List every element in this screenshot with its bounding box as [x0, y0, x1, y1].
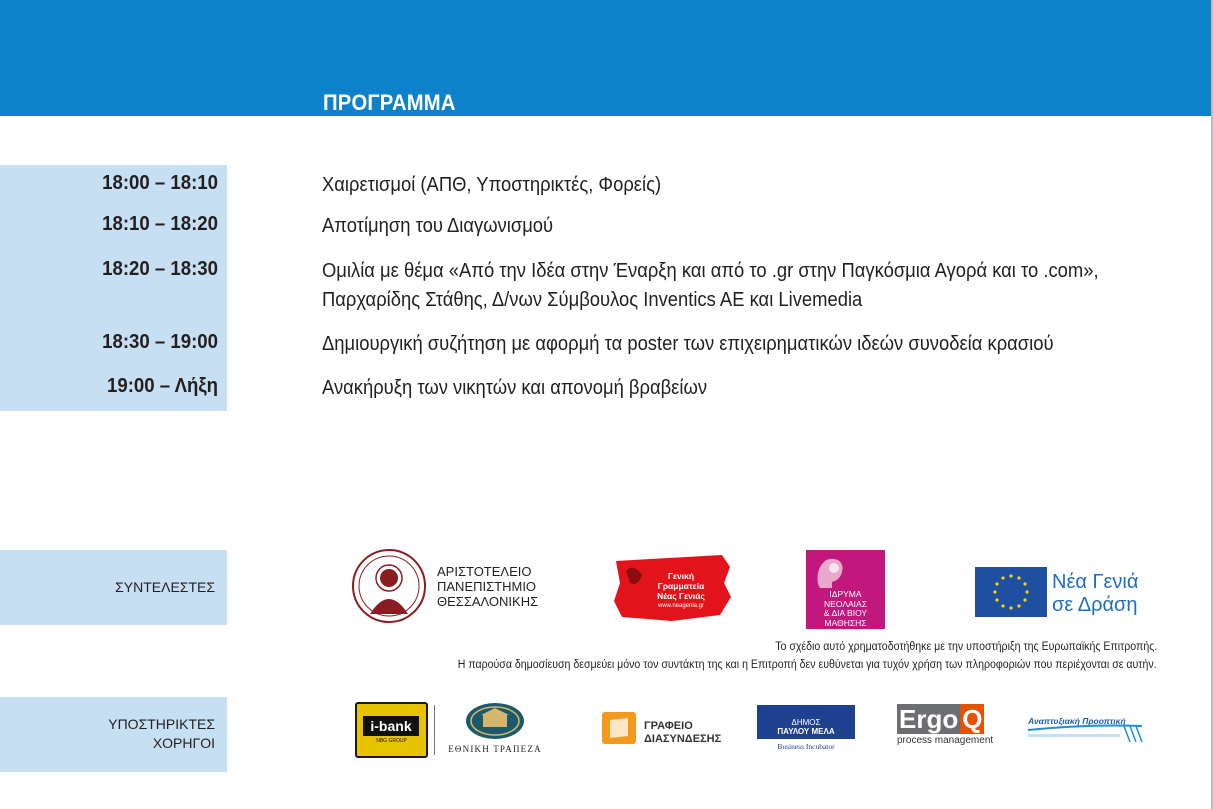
page-title: ΠΡΟΓΡΑΜΜΑ	[323, 90, 456, 115]
ergoq-logo	[897, 705, 1007, 749]
pavlos-melas-logo	[757, 705, 855, 753]
schedule-time: 18:10 – 18:20	[102, 213, 218, 235]
nbg-name: ΕΘΝΙΚΗ ΤΡΑΠΕΖΑ	[448, 744, 542, 754]
nbg-emblem-icon	[465, 702, 525, 740]
gsny-url: www.neagenia.gr	[657, 603, 705, 609]
gsny-line2: Γραμματεία	[657, 581, 705, 591]
header-bar	[0, 0, 1213, 116]
disclaimer-line1: Το σχέδιο αυτό χρηματοδοτήθηκε με την υποστήριξη της Ευρωπαϊκής Επιτροπής.	[774, 641, 1157, 653]
disclaimer-line2: Η παρούσα δημοσίευση δεσμεύει μόνο τον συντάκτη της και η Επιτροπή δεν ευθύνεται για τυχόν χρήση των πληροφοριών που περιέχονται σε αυτήν.	[458, 659, 1157, 671]
auth-name-line1: ΑΡΙΣΤΟΤΕΛΕΙΟ	[437, 564, 532, 579]
schedule-description-line1: Ομιλία με θέμα «Από την Ιδέα στην Έναρξη και από το .gr στην Παγκόσμια Αγορά και το .com»,	[322, 260, 1099, 282]
eu-line2: σε Δράση	[1052, 594, 1138, 616]
eu-flag-icon	[975, 567, 1047, 617]
sponsors-label-line1: ΥΠΟΣΤΗΡΙΚΤΕΣ	[108, 716, 215, 732]
auth-name-line2: ΠΑΝΕΠΙΣΤΗΜΙΟ	[437, 579, 537, 594]
nbg-logo	[443, 702, 547, 758]
anaptyxiaki-name: Αναπτυξιακή Προοπτική	[1028, 716, 1126, 726]
profile-icon	[810, 554, 850, 588]
schedule-description: Δημιουργική συζήτηση με αφορμή τα poster των επιχειρηματικών ιδεών συνοδεία κρασιού	[322, 333, 1054, 355]
gsny-line3: Νέας Γενιάς	[657, 591, 705, 601]
gsny-logo	[612, 553, 732, 623]
auth-name-line3: ΘΕΣΣΑΛΟΝΙΚΗΣ	[437, 594, 539, 609]
swoosh-icon	[1028, 722, 1148, 744]
inedivim-line3: & ΔΙΑ ΒΙΟΥ	[823, 608, 868, 618]
contributors-label-box	[0, 550, 227, 625]
schedule-description: Χαιρετισμοί (ΑΠΘ, Υποστηρικτές, Φορείς)	[322, 174, 662, 196]
schedule-description: Αποτίμηση του Διαγωνισμού	[322, 215, 554, 237]
gsny-line1: Γενική	[667, 571, 695, 581]
sponsors-label-line2: ΧΟΡΗΓΟΙ	[152, 735, 215, 751]
inedivim-line4: ΜΑΘΗΣΗΣ	[824, 617, 867, 628]
book-icon	[600, 708, 640, 748]
auth-logo	[350, 548, 550, 624]
contributors-label: ΣΥΝΤΕΛΕΣΤΕΣ	[115, 579, 215, 595]
ergoq-name1: Ergo	[899, 704, 959, 734]
auth-seal-icon	[350, 548, 428, 624]
inedivim-line2: ΝΕΟΛΑΙΑΣ	[824, 598, 867, 609]
ibank-sub: NBG GROUP	[376, 738, 407, 744]
ibank-name: i-bank	[363, 716, 419, 736]
inedivim-logo	[806, 550, 885, 629]
pavlos-line1: ΔΗΜΟΣ	[791, 718, 821, 727]
eu-line1: Νέα Γενιά	[1052, 571, 1139, 593]
ibank-logo	[355, 702, 428, 758]
anaptyxiaki-logo	[1028, 712, 1148, 746]
ergoq-name2: Q	[962, 704, 983, 734]
schedule-description-line2: Παρχαρίδης Στάθης, Δ/νων Σύμβουλος Inventics AE και Livemedia	[322, 289, 863, 311]
ergoq-sub: process management	[897, 735, 994, 746]
grafeio-line2: ΔΙΑΣΥΝΔΕΣΗΣ	[644, 733, 722, 745]
sponsors-label-box	[0, 697, 227, 772]
schedule-time: 18:00 – 18:10	[102, 172, 218, 194]
eu-youth-in-action-logo	[975, 565, 1165, 621]
schedule-time: 19:00 – Λήξη	[107, 375, 218, 397]
schedule-time: 18:30 – 19:00	[102, 331, 218, 353]
grafeio-diasyndesis-logo	[600, 706, 730, 752]
grafeio-line1: ΓΡΑΦΕΙΟ	[644, 720, 693, 732]
pavlos-line2: ΠΑΥΛΟΥ ΜΕΛΑ	[777, 727, 835, 736]
pavlos-line3: Business Incubator	[777, 742, 835, 751]
sponsor-divider	[434, 705, 435, 755]
schedule-description: Ανακήρυξη των νικητών και απονομή βραβείων	[322, 377, 708, 399]
inedivim-line1: ΙΔΡΥΜΑ	[829, 589, 862, 599]
schedule-time: 18:20 – 18:30	[102, 258, 218, 280]
